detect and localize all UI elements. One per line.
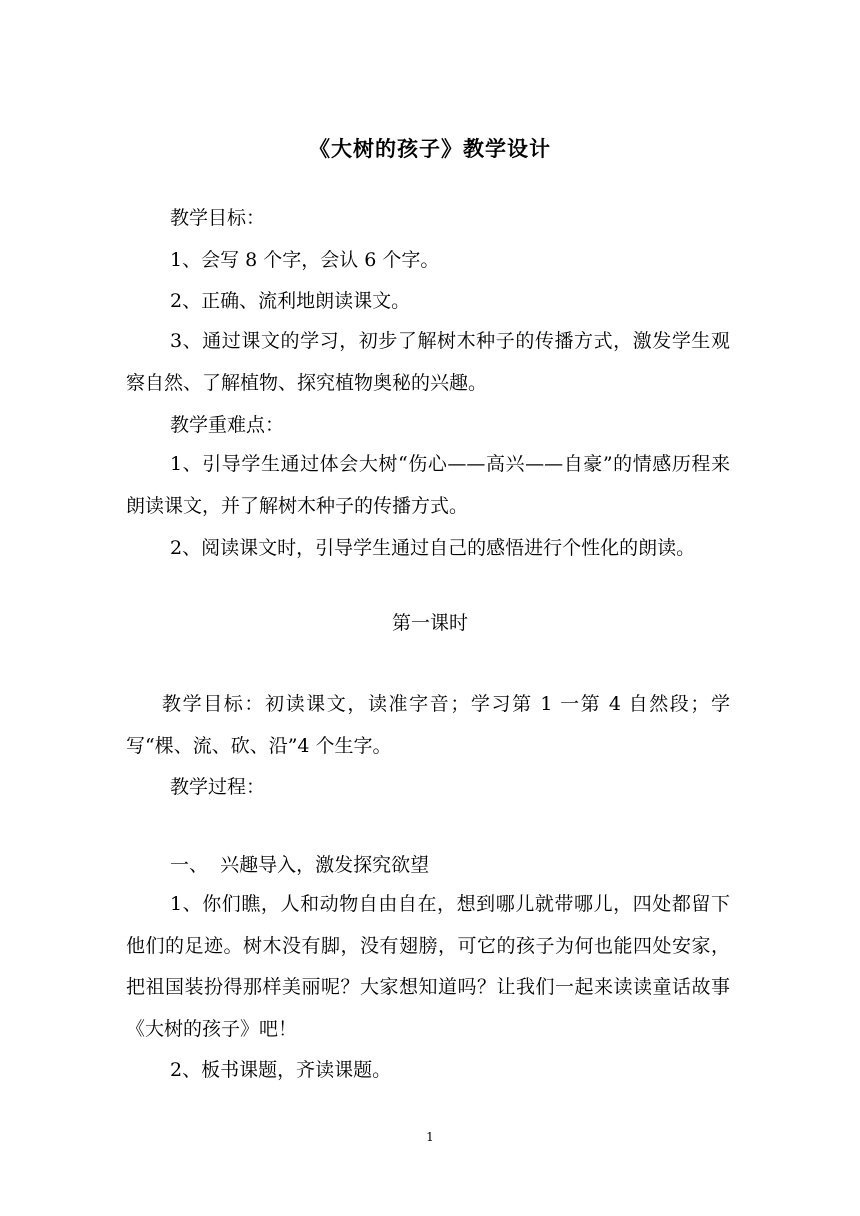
goal-item-2: 2、正确、流利地朗读课文。 <box>170 290 411 312</box>
document-title: 《大树的孩子》教学设计 <box>309 136 551 161</box>
goal-item-1: 1、会写 8 个字，会认 6 个字。 <box>170 249 440 271</box>
process-heading: 教学过程： <box>170 776 266 798</box>
lesson-heading: 第一课时 <box>391 612 468 634</box>
page-number: 1 <box>426 1130 434 1144</box>
key-point-item-1: 1、引导学生通过体会大树“伤心——高兴——自豪”的情感历程来朗读课文，并了解树木种子的传播方式。 <box>126 453 730 517</box>
step-one-item-1: 1、你们瞧，人和动物自由自在，想到哪儿就带哪儿，四处都留下他们的足迹。树木没有脚，没有翅膀，可它的孩子为何也能四处安家，把祖国装扮得那样美丽呢？大家想知道吗？让我们一起来读读童话故事《大树的孩子》吧！ <box>126 893 730 1040</box>
lesson-goal: 教学目标：初读课文，读准字音；学习第 1 一第 4 自然段；学写“棵、流、砍、沿”4 个生字。 <box>126 693 730 757</box>
key-points-heading: 教学重难点： <box>170 414 285 436</box>
key-point-item-2: 2、阅读课文时，引导学生通过自己的感悟进行个性化的朗读。 <box>170 537 696 559</box>
step-one-item-2: 2、板书课题，齐读课题。 <box>170 1059 392 1081</box>
goals-heading: 教学目标： <box>170 207 266 229</box>
goal-item-3: 3、通过课文的学习，初步了解树木种子的传播方式，激发学生观察自然、了解植物、探究植物奥秘的兴趣。 <box>126 330 730 394</box>
step-one-heading: 一、 兴趣导入，激发探究欲望 <box>170 854 430 876</box>
